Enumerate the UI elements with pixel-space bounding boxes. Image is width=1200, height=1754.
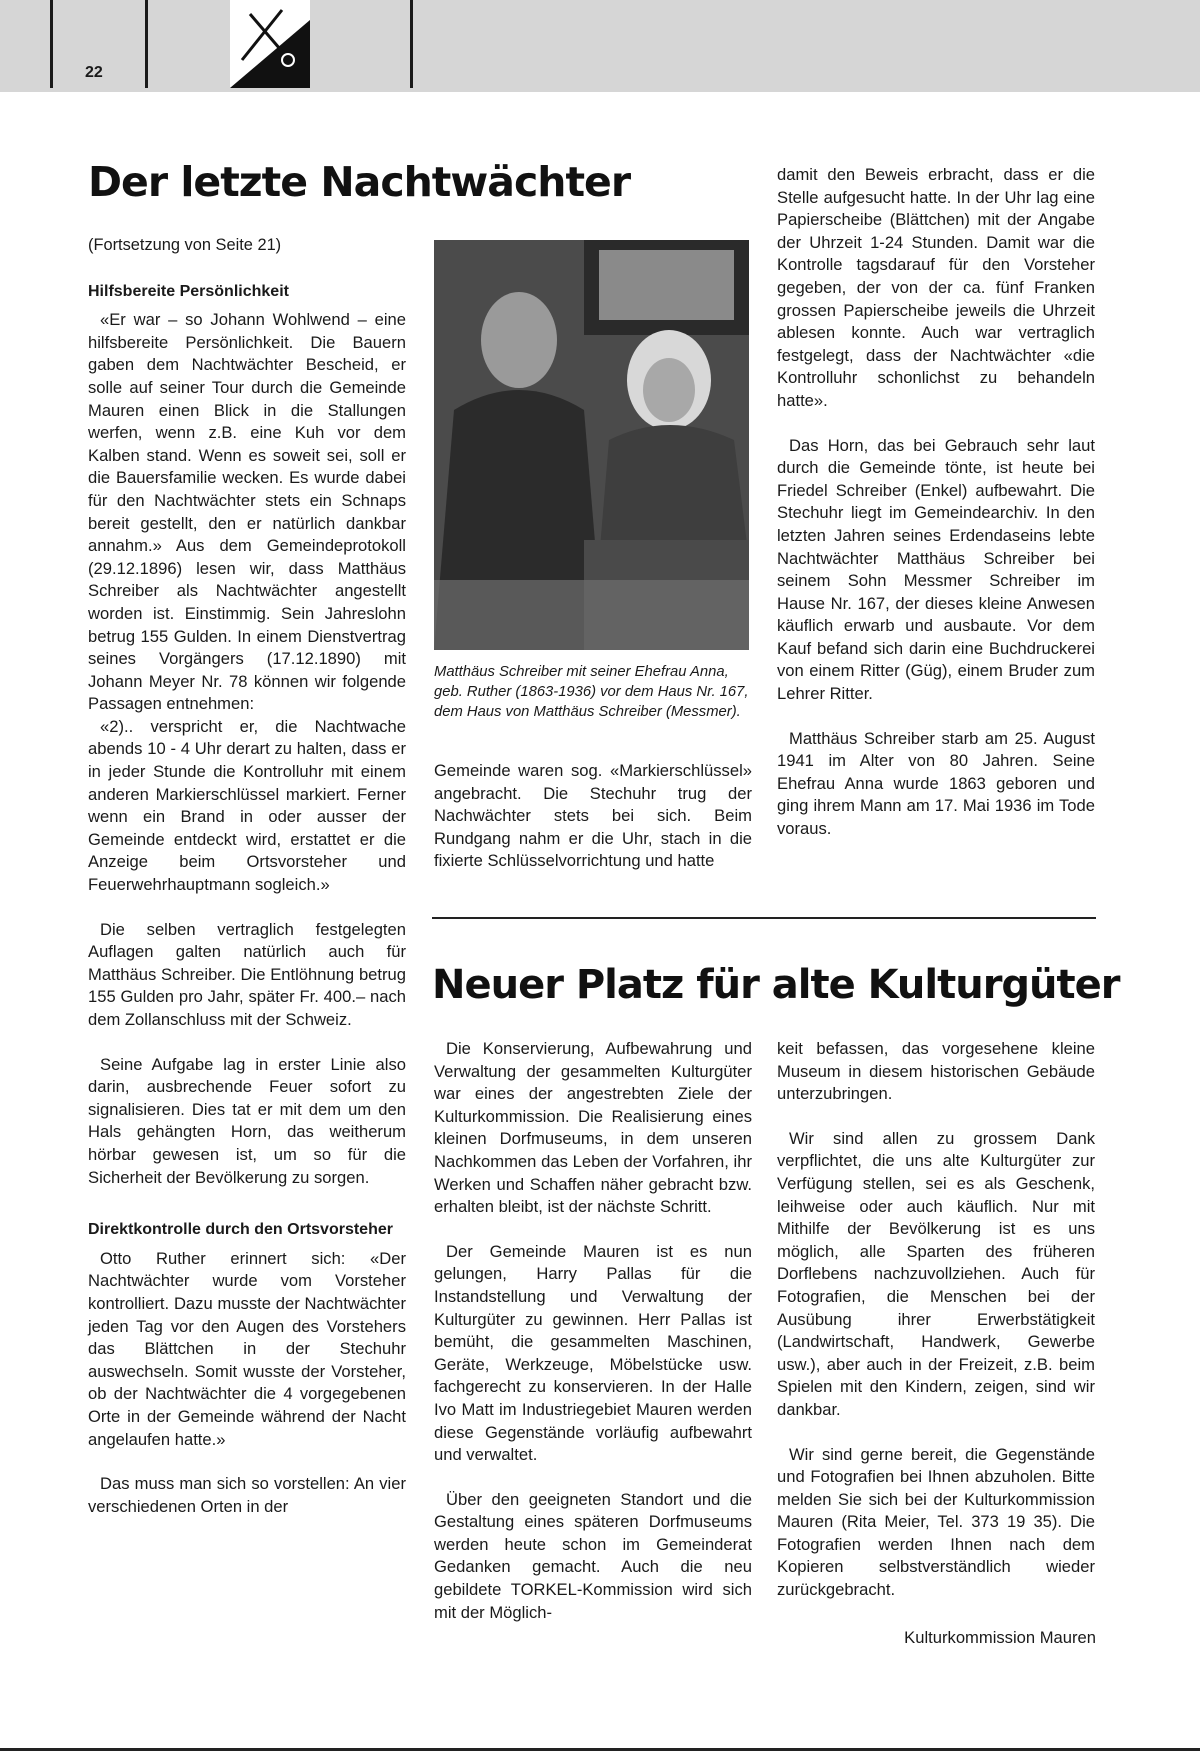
paragraph: Wir sind allen zu grossem Dank verpflichtet, die uns alte Kulturgüter zur Verfügung stellen, sei es als Geschenk, leihweise oder auch käuflich. Nur mit Mithilfe der Bevölkerung ist es uns möglich, alle Sparten des früheren Dorflebens nachzuvollziehen. Auch für Fotografien, die Menschen bei der Ausübung ihrer Erwerbstätigkeit (Landwirtschaft, Handwerk, Gewerbe usw.), aber auch in der Freizeit, z.B. beim Spielen mit den Kindern, zeigen, sind wir dankbar. [777,1128,1095,1419]
paragraph: Die Konservierung, Aufbewahrung und Verwaltung der gesammelten Kulturgüter war eines der angestrebten Ziele der Kulturkommission. Die Realisierung eines kleinen Dorfmuseums, in dem unseren Nachkommen das Leben der Vorfahren, ihr Werken und Schaffen näher gebracht bzw. erhalten bleibt, ist der nächste Schritt. [434,1039,752,1217]
paragraph: Wir sind gerne bereit, die Gegenstände und Fotografien bei Ihnen abzuholen. Bitte melden Sie sich bei der Kulturkommission Mauren (Rita Meier, Tel. 373 19 35). Die Fotografien werden Ihnen nach dem Kopieren selbstverständlich wieder zurückgebracht. [777,1444,1095,1600]
page-header-band [0,0,1200,92]
page-bottom-rule [0,1748,1200,1751]
article2-column-2 [777,1038,1095,1602]
paragraph: damit den Beweis erbracht, dass er die Stelle aufgesucht hatte. In der Uhr lag eine Papierscheibe (Blättchen) mit der Angabe der Uhrzeit 1-24 Stunden. Damit war die Kontrolle tagsdarauf für den Vorsteher gegeben, der von der ca. fünf Franken grossen Papierscheibe jeweils die Uhrzeit ablesen konnte. Auch war vertraglich festgelegt, dass der Nachtwächter «die Kontrolluhr schonlichst zu behandeln hatte». [777,165,1095,410]
article1-column-3 [777,164,1095,841]
header-divider [410,0,413,88]
continuation-note: (Fortsetzung von Seite 21) [88,236,282,254]
photo-caption: Matthäus Schreiber mit seiner Ehefrau Anna, geb. Ruther (1863-1936) vor dem Haus Nr. 167, dem Haus von Matthäus Schreiber (Messmer). [434,664,749,720]
article-signature: Kulturkommission Mauren [904,1628,1096,1647]
paragraph: «Er war – so Johann Wohlwend – eine hilfsbereite Persönlichkeit. Die Bauern gaben dem Nachtwächter Bescheid, er solle auf seiner Tour durch die Gemeinde Mauren einen Blick in die Stallungen werfen, wenn z.B. eine Kuh vor dem Kalben stand. Wenn es soweit sei, soll er die Bauersfamilie wecken. Es wurde dabei für den Nachtwächter stets ein Schnaps bereit gestellt, den er natürlich dankbar annahm.» Aus dem Gemeindeprotokoll (29.12.1896) lesen wir, dass Matthäus Schreiber als Nachtwächter angestellt worden ist. Einstimmig. Sein Jahreslohn betrug 155 Gulden. In einem Dienstvertrag seines Vorgängers (17.12.1890) mit Johann Meyer Nr. 78 können wir folgende Passagen entnehmen: [88,310,406,714]
article1-column-2 [434,760,752,873]
article2-column-1 [434,1038,752,1624]
paragraph: keit befassen, das vorgesehene kleine Museum in diesem historischen Gebäude unterzubringen. [777,1039,1095,1104]
paragraph: Das Horn, das bei Gebrauch sehr laut durch die Gemeinde tönte, ist heute bei Friedel Schreiber (Enkel) aufbewahrt. Die Stechuhr liegt im Gemeindearchiv. In den letzten Jahren seines Erdendaseins lebte Nachtwächter Matthäus Schreiber bei seinem Sohn Messmer Schreiber im Hause Nr. 167, der dieses kleine Anwesen käuflich erwarb und ausbaute. Vor dem Kauf befand sich darin eine Buchdruckerei von einem Ritter (Güg), einem Bruder zum Lehrer Ritter. [777,435,1095,704]
header-divider [50,0,53,88]
paragraph: Seine Aufgabe lag in erster Linie also darin, ausbrechende Feuer sofort zu signalisieren. Dies tat er mit dem um den Hals gehängten Horn, das weitherum hörbar gewesen ist, um so für die Sicherheit der Bevölkerung zu sorgen. [88,1054,406,1187]
paragraph: Matthäus Schreiber starb am 25. August 1941 im Alter von 80 Jahren. Seine Ehefrau Anna wurde 1863 geboren und ging ihrem Mann am 17. Mai 1936 im Tode voraus. [777,728,1095,839]
paragraph: Der Gemeinde Mauren ist es nun gelungen, Harry Pallas für die Instandstellung und Verwaltung der Kulturgüter zu gewinnen. Herr Pallas ist bemüht, die gesammelten Maschinen, Geräte, Werkzeuge, Möbelstücke usw. fachgerecht zu konservieren. In der Halle Ivo Matt im Industriegebiet Mauren werden diese Gegenstände vorläufig aufbewahrt und verwaltet. [434,1241,752,1465]
paragraph: Otto Ruther erinnert sich: «Der Nachtwächter wurde vom Vorsteher kontrolliert. Dazu musste der Nachtwächter jeden Tag vor den Augen des Vorstehers das Blättchen in der Stechuhr auswechseln. Somit wusste der Vorsteher, ob der Nachtwächter die 4 vorgegebenen Orte in der Gemeinde während der Nacht angelaufen hatte.» [88,1248,406,1449]
article1-column-1 [88,234,406,1518]
article-title: Der letzte Nachtwächter [88,158,631,206]
paragraph: «2).. verspricht er, die Nachtwache abends 10 - 4 Uhr derart zu halten, dass er in jeder Stunde die Kontrolluhr mit einem anderen Markierschlüssel markiert. Ferner wenn ein Brand in oder ausser der Gemeinde entdeckt wird, erstattet er die Anzeige beim Ortsvorsteher und Feuerwehrhauptmann sogleich.» [88,716,406,895]
article-title: Neuer Platz für alte Kulturgüter [432,962,1120,1008]
page-number: 22 [85,64,103,81]
article-divider [432,917,1096,919]
section-heading: Direktkontrolle durch den Ortsvorsteher [88,1221,393,1239]
crossed-tools-emblem-icon [230,0,310,88]
paragraph: Das muss man sich so vorstellen: An vier verschiedenen Orten in der [88,1474,406,1516]
historical-couple-photo [434,240,749,650]
header-divider [145,0,148,88]
paragraph: Die selben vertraglich festgelegten Auflagen galten natürlich auch für Matthäus Schreiber. Die Entlöhnung betrug 155 Gulden pro Jahr, später Fr. 400.– nach dem Zollanschluss mit der Schweiz. [88,919,406,1029]
paragraph: Über den geeigneten Standort und die Gestaltung eines späteren Dorfmuseums werden heute schon im Gemeinderat Gedanken gemacht. Auch die neu gebildete TORKEL-Kommission wird sich mit der Möglich- [434,1489,752,1622]
paragraph: Gemeinde waren sog. «Markierschlüssel» angebracht. Die Stechuhr trug der Nachwächter stets bei sich. Beim Rundgang nahm er die Uhr, stach in die fixierte Schlüsselvorrichtung und hatte [434,761,752,871]
section-heading: Hilfsbereite Persönlichkeit [88,282,289,300]
